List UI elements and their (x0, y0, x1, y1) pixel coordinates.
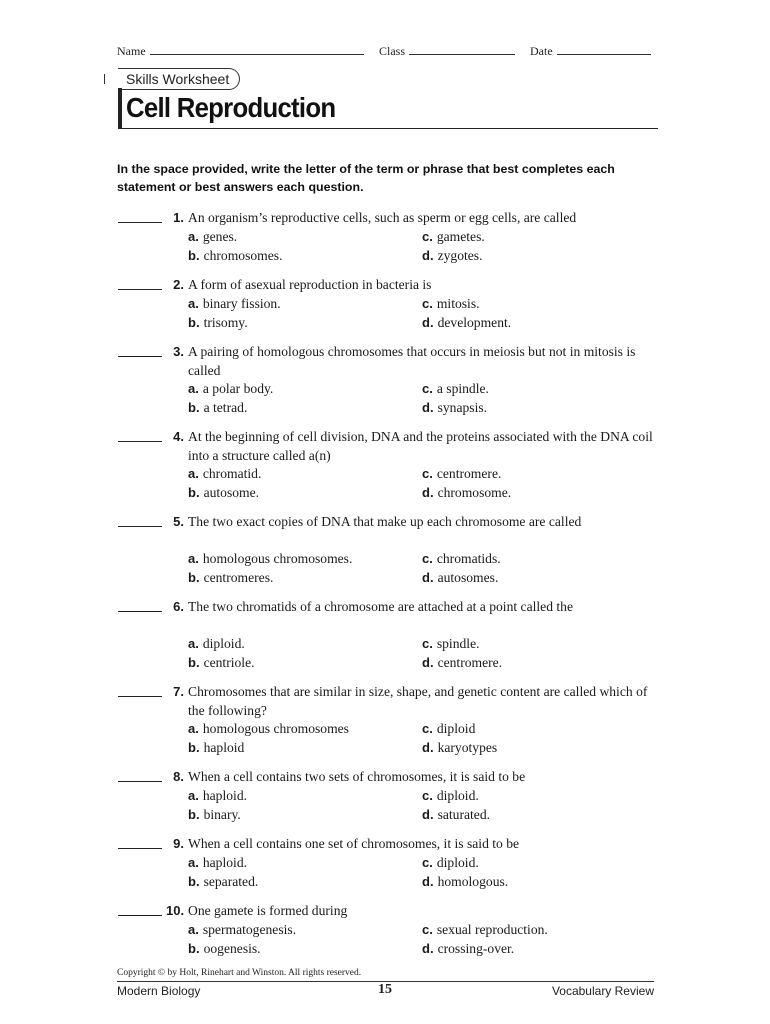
option-c (422, 787, 479, 806)
option-d (422, 873, 508, 892)
option-text: gametes. (436, 229, 485, 244)
option-b (188, 739, 244, 758)
footer-right: Vocabulary Review (551, 984, 654, 998)
option-text: diploid (436, 721, 476, 736)
option-text: diploid. (436, 855, 479, 870)
question-stem: When a cell contains one set of chromosomes, it is said to be (188, 836, 520, 851)
date-label: Date (530, 44, 553, 58)
answer-blank[interactable] (118, 915, 162, 916)
option-letter: c. (422, 636, 433, 651)
option-d (422, 247, 483, 266)
option-text: autosome. (203, 484, 260, 500)
option-b (188, 399, 247, 418)
option-letter: a. (188, 855, 199, 870)
option-d (422, 569, 498, 588)
answer-blank[interactable] (118, 848, 162, 849)
option-b (188, 247, 282, 266)
question-number: 6. (173, 599, 184, 614)
question-stem: When a cell contains two sets of chromosomes, it is said to be (188, 769, 526, 784)
option-d (422, 399, 487, 418)
option-letter: b. (188, 484, 200, 500)
option-letter: a. (188, 381, 199, 396)
option-letter: d. (422, 484, 434, 500)
name-field[interactable] (117, 44, 364, 59)
date-line[interactable] (557, 44, 651, 55)
option-letter: c. (422, 551, 433, 566)
answer-blank[interactable] (118, 526, 162, 527)
option-c (422, 635, 480, 654)
option-letter: d. (422, 247, 434, 263)
option-letter: a. (188, 788, 199, 803)
option-text: chromosomes. (203, 247, 283, 263)
question-number: 10. (166, 903, 185, 918)
option-text: diploid. (202, 636, 245, 651)
option-letter: b. (188, 806, 200, 822)
option-letter: b. (188, 569, 200, 585)
option-letter: c. (422, 381, 433, 396)
option-d (422, 314, 511, 333)
option-text: mitosis. (436, 296, 480, 311)
option-letter: d. (422, 739, 434, 755)
option-letter: c. (422, 229, 433, 244)
option-text: chromosome. (437, 484, 512, 500)
option-c (422, 550, 501, 569)
option-c (422, 465, 501, 484)
option-letter: b. (188, 873, 200, 889)
option-c (422, 380, 489, 399)
option-b (188, 806, 241, 825)
option-text: centriole. (203, 654, 255, 670)
option-a (188, 921, 296, 940)
option-text: autosomes. (437, 569, 499, 585)
question-stem: The two exact copies of DNA that make up each chromosome are called (188, 514, 582, 529)
option-text: trisomy. (203, 314, 248, 330)
option-text: homologous. (437, 873, 509, 889)
class-field[interactable] (379, 44, 515, 59)
option-letter: c. (422, 721, 433, 736)
option-b (188, 654, 255, 673)
footer-left: Modern Biology (117, 984, 201, 998)
option-letter: b. (188, 654, 200, 670)
name-label: Name (117, 44, 146, 58)
option-text: haploid (203, 739, 245, 755)
option-text: synapsis. (437, 399, 488, 415)
date-field[interactable] (530, 44, 651, 59)
question-stem: The two chromatids of a chromosome are attached at a point called the (188, 599, 574, 614)
question-stem: A form of asexual reproduction in bacteria is (188, 277, 432, 292)
answer-blank[interactable] (118, 781, 162, 782)
option-letter: d. (422, 399, 434, 415)
question-number: 9. (173, 836, 184, 851)
option-a (188, 295, 281, 314)
option-letter: d. (422, 314, 434, 330)
option-a (188, 854, 247, 873)
option-letter: b. (188, 399, 200, 415)
option-c (422, 854, 479, 873)
option-letter: a. (188, 229, 199, 244)
option-letter: a. (188, 636, 199, 651)
option-d (422, 654, 502, 673)
option-d (422, 806, 490, 825)
option-letter: c. (422, 922, 433, 937)
option-text: a tetrad. (203, 399, 248, 415)
option-text: homologous chromosomes (202, 721, 349, 736)
option-text: separated. (203, 873, 259, 889)
option-letter: c. (422, 855, 433, 870)
question-stem: Chromosomes that are similar in size, shape, and genetic content are called which of the following? (188, 684, 648, 718)
option-text: saturated. (437, 806, 491, 822)
option-a (188, 465, 261, 484)
copyright: Copyright © by Holt, Rinehart and Winston. All rights reserved. (117, 968, 362, 978)
question-number: 4. (173, 429, 184, 444)
question-number: 8. (173, 769, 184, 784)
option-a (188, 635, 245, 654)
class-line[interactable] (409, 44, 515, 55)
option-text: binary fission. (202, 296, 281, 311)
option-letter: c. (422, 466, 433, 481)
name-line[interactable] (150, 44, 364, 55)
question-number: 5. (173, 514, 184, 529)
option-letter: b. (188, 247, 200, 263)
option-a (188, 787, 247, 806)
option-text: chromatids. (436, 551, 501, 566)
option-text: a spindle. (436, 381, 489, 396)
question-stem: One gamete is formed during (188, 903, 348, 918)
option-text: diploid. (436, 788, 479, 803)
question-stem: At the beginning of cell division, DNA and the proteins associated with the DNA coil into a structure called a(n) (188, 429, 653, 463)
option-letter: a. (188, 466, 199, 481)
option-text: genes. (202, 229, 238, 244)
option-text: a polar body. (202, 381, 274, 396)
worksheet-badge: Skills Worksheet (118, 68, 240, 90)
option-letter: d. (422, 873, 434, 889)
option-d (422, 484, 511, 503)
option-d (422, 940, 514, 959)
page-number: 15 (378, 982, 392, 997)
option-letter: d. (422, 569, 434, 585)
instructions: In the space provided, write the letter of the term or phrase that best completes each statement or best answers each question. (117, 162, 615, 194)
answer-blank[interactable] (118, 696, 162, 697)
answer-blank[interactable] (118, 356, 162, 357)
option-b (188, 314, 248, 333)
option-text: zygotes. (437, 247, 483, 263)
class-label: Class (379, 44, 406, 58)
question-stem: A pairing of homologous chromosomes that occurs in meiosis but not in mitosis is called (188, 344, 636, 378)
option-text: homologous chromosomes. (202, 551, 353, 566)
answer-blank[interactable] (118, 222, 162, 223)
question-number: 7. (173, 684, 184, 699)
option-letter: a. (188, 551, 199, 566)
option-text: spindle. (436, 636, 480, 651)
question-number: 3. (173, 344, 184, 359)
question-number: 1. (173, 210, 184, 225)
answer-blank[interactable] (118, 289, 162, 290)
option-letter: a. (188, 922, 199, 937)
option-text: centromere. (437, 654, 503, 670)
page-title: Cell Reproduction (126, 92, 336, 123)
option-b (188, 873, 258, 892)
option-text: centromeres. (203, 569, 274, 585)
margin-tick (104, 74, 105, 84)
option-text: crossing-over. (437, 940, 515, 956)
option-text: chromatid. (202, 466, 262, 481)
option-letter: d. (422, 806, 434, 822)
option-c (422, 295, 480, 314)
option-b (188, 940, 261, 959)
option-d (422, 739, 497, 758)
option-b (188, 484, 259, 503)
option-letter: b. (188, 739, 200, 755)
option-letter: c. (422, 788, 433, 803)
option-text: centromere. (436, 466, 502, 481)
option-a (188, 720, 349, 739)
option-letter: b. (188, 314, 200, 330)
option-letter: a. (188, 296, 199, 311)
option-c (422, 228, 485, 247)
answer-blank[interactable] (118, 441, 162, 442)
option-a (188, 550, 352, 569)
option-letter: c. (422, 296, 433, 311)
option-text: karyotypes (437, 739, 498, 755)
option-text: sexual reproduction. (436, 922, 548, 937)
option-text: spermatogenesis. (202, 922, 297, 937)
option-text: haploid. (202, 855, 248, 870)
option-letter: b. (188, 940, 200, 956)
option-c (422, 720, 475, 739)
question-number: 2. (173, 277, 184, 292)
option-letter: a. (188, 721, 199, 736)
option-text: oogenesis. (203, 940, 261, 956)
option-letter: d. (422, 654, 434, 670)
option-a (188, 228, 237, 247)
option-text: haploid. (202, 788, 248, 803)
option-text: development. (437, 314, 512, 330)
answer-blank[interactable] (118, 611, 162, 612)
option-letter: d. (422, 940, 434, 956)
option-text: binary. (203, 806, 241, 822)
option-a (188, 380, 273, 399)
option-c (422, 921, 548, 940)
question-stem: An organism’s reproductive cells, such as sperm or egg cells, are called (188, 210, 577, 225)
option-b (188, 569, 273, 588)
